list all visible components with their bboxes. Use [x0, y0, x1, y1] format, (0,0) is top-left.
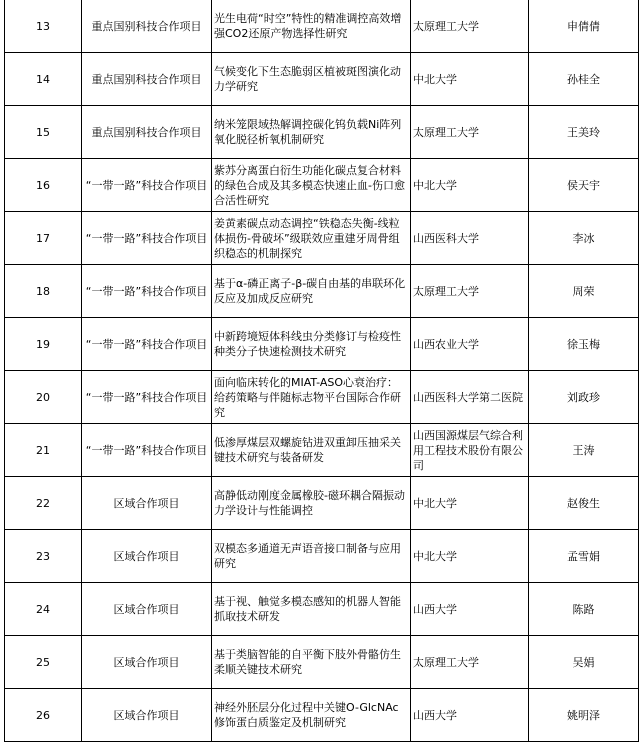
row-number: 13 — [5, 0, 82, 53]
project-type: “一带一路”科技合作项目 — [82, 318, 212, 371]
row-number: 18 — [5, 265, 82, 318]
project-leader: 孙桂全 — [529, 53, 639, 106]
project-name: 基于视、触觉多模态感知的机器人智能抓取技术研发 — [212, 583, 411, 636]
host-organization: 中北大学 — [411, 53, 529, 106]
row-number: 23 — [5, 530, 82, 583]
project-type: 区域合作项目 — [82, 530, 212, 583]
host-organization: 太原理工大学 — [411, 265, 529, 318]
table-row — [5, 371, 639, 424]
row-number: 21 — [5, 424, 82, 477]
table-body — [5, 0, 639, 742]
project-leader: 王涛 — [529, 424, 639, 477]
host-organization: 山西大学 — [411, 583, 529, 636]
project-type: 区域合作项目 — [82, 583, 212, 636]
table-row — [5, 636, 639, 689]
row-number: 20 — [5, 371, 82, 424]
row-number: 25 — [5, 636, 82, 689]
project-type: “一带一路”科技合作项目 — [82, 159, 212, 212]
project-name: 气候变化下生态脆弱区植被斑图演化动力学研究 — [212, 53, 411, 106]
project-name: 姜黄素碳点动态调控“铁稳态失衡-线粒体损伤-骨破坏”级联效应重建牙周骨组织稳态的机制探究 — [212, 212, 411, 265]
table-row — [5, 424, 639, 477]
project-leader: 李冰 — [529, 212, 639, 265]
project-name: 基于α-磷正离子-β-碳自由基的串联环化反应及加成反应研究 — [212, 265, 411, 318]
project-leader: 姚明泽 — [529, 689, 639, 742]
project-name: 双模态多通道无声语音接口制备与应用研究 — [212, 530, 411, 583]
table-row — [5, 0, 639, 53]
project-type: 重点国别科技合作项目 — [82, 0, 212, 53]
project-leader: 周荣 — [529, 265, 639, 318]
host-organization: 山西国源煤层气综合利用工程技术股份有限公司 — [411, 424, 529, 477]
table-row — [5, 212, 639, 265]
host-organization: 中北大学 — [411, 530, 529, 583]
project-name: 低渗厚煤层双螺旋钻进双重卸压抽采关键技术研究与装备研发 — [212, 424, 411, 477]
project-type: 重点国别科技合作项目 — [82, 106, 212, 159]
project-type: 区域合作项目 — [82, 689, 212, 742]
project-name: 紫苏分离蛋白衍生功能化碳点复合材料的绿色合成及其多模态快速止血-伤口愈合活性研究 — [212, 159, 411, 212]
table-row — [5, 159, 639, 212]
table-row — [5, 265, 639, 318]
row-number: 19 — [5, 318, 82, 371]
table-row — [5, 318, 639, 371]
project-type: “一带一路”科技合作项目 — [82, 265, 212, 318]
project-name: 光生电荷“时空”特性的精准调控高效增强CO2还原产物选择性研究 — [212, 0, 411, 53]
project-leader: 陈路 — [529, 583, 639, 636]
project-name: 神经外胚层分化过程中关键O-GlcNAc修饰蛋白质鉴定及机制研究 — [212, 689, 411, 742]
table-row — [5, 477, 639, 530]
project-leader: 徐玉梅 — [529, 318, 639, 371]
project-leader: 赵俊生 — [529, 477, 639, 530]
project-leader: 申倩倩 — [529, 0, 639, 53]
row-number: 17 — [5, 212, 82, 265]
host-organization: 太原理工大学 — [411, 636, 529, 689]
row-number: 24 — [5, 583, 82, 636]
project-leader: 刘政珍 — [529, 371, 639, 424]
host-organization: 中北大学 — [411, 477, 529, 530]
row-number: 26 — [5, 689, 82, 742]
project-type: “一带一路”科技合作项目 — [82, 371, 212, 424]
project-type: 区域合作项目 — [82, 477, 212, 530]
host-organization: 中北大学 — [411, 159, 529, 212]
project-leader: 王美玲 — [529, 106, 639, 159]
row-number: 15 — [5, 106, 82, 159]
project-name: 基于类脑智能的自平衡下肢外骨骼仿生柔顺关键技术研究 — [212, 636, 411, 689]
row-number: 14 — [5, 53, 82, 106]
project-name: 纳米笼限域热解调控碳化钨负载Ni阵列氧化脱径析氧机制研究 — [212, 106, 411, 159]
row-number: 16 — [5, 159, 82, 212]
project-leader: 吴娟 — [529, 636, 639, 689]
project-name: 高静低动刚度金属橡胶-磁环耦合隔振动力学设计与性能调控 — [212, 477, 411, 530]
table-row — [5, 106, 639, 159]
host-organization: 山西医科大学第二医院 — [411, 371, 529, 424]
project-name: 中新跨境短体科线虫分类修订与检疫性种类分子快速检测技术研究 — [212, 318, 411, 371]
project-table — [4, 0, 639, 742]
project-name: 面向临床转化的MIAT-ASO心衰治疗：给药策略与伴随标志物平台国际合作研究 — [212, 371, 411, 424]
host-organization: 山西医科大学 — [411, 212, 529, 265]
table-row — [5, 689, 639, 742]
table-row — [5, 583, 639, 636]
project-type: 重点国别科技合作项目 — [82, 53, 212, 106]
table-row — [5, 53, 639, 106]
host-organization: 山西农业大学 — [411, 318, 529, 371]
project-leader: 侯天宇 — [529, 159, 639, 212]
host-organization: 太原理工大学 — [411, 106, 529, 159]
project-type: 区域合作项目 — [82, 636, 212, 689]
project-leader: 孟雪娟 — [529, 530, 639, 583]
table-row — [5, 530, 639, 583]
project-type: “一带一路”科技合作项目 — [82, 212, 212, 265]
row-number: 22 — [5, 477, 82, 530]
host-organization: 太原理工大学 — [411, 0, 529, 53]
project-type: “一带一路”科技合作项目 — [82, 424, 212, 477]
host-organization: 山西大学 — [411, 689, 529, 742]
